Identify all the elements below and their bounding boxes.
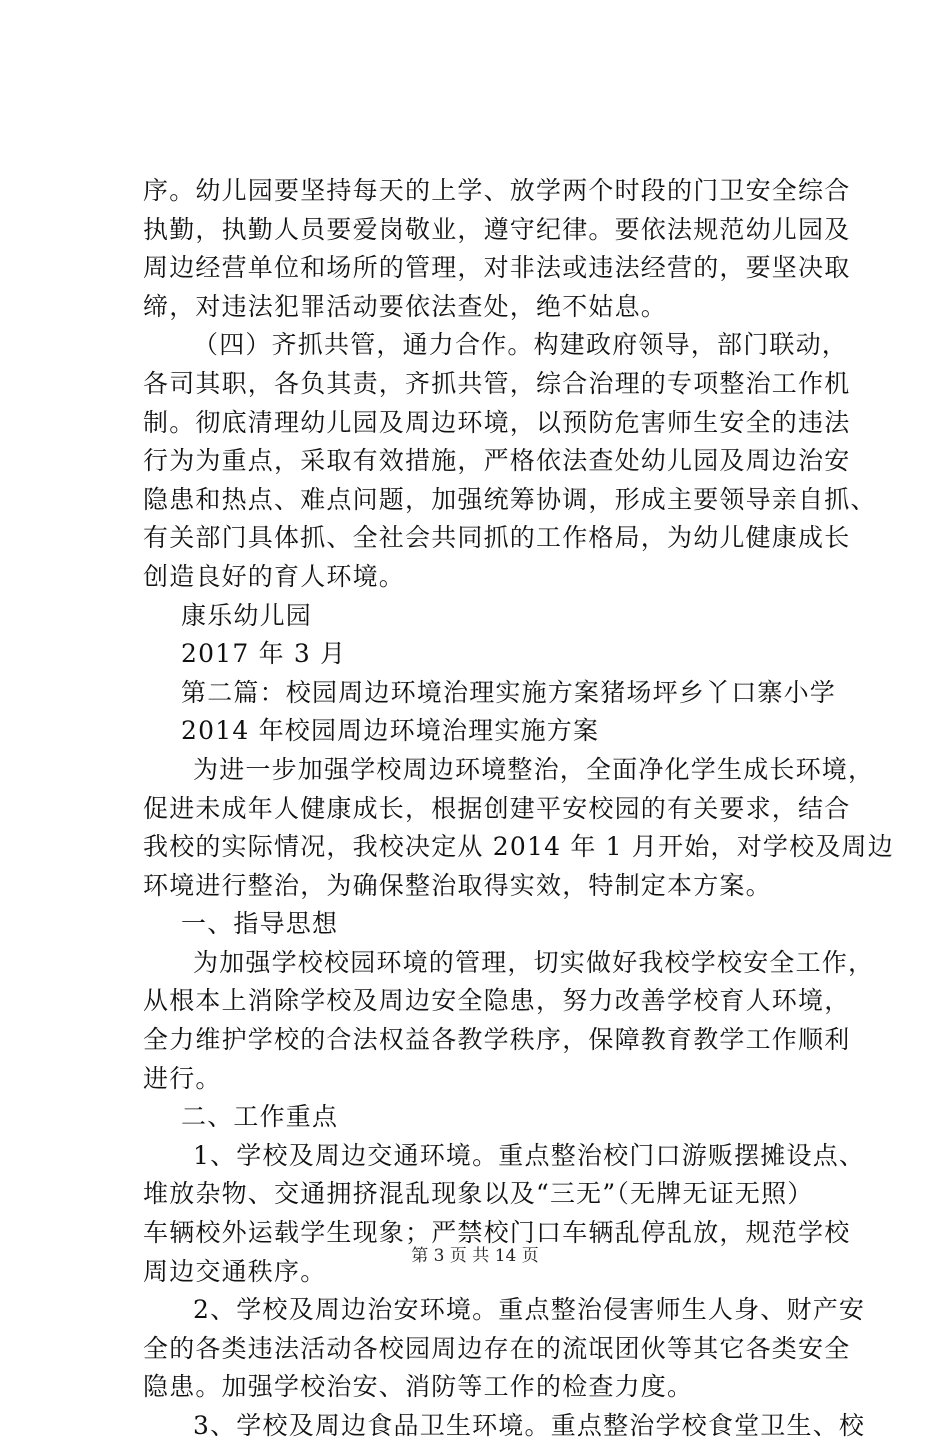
text-line: 缔，对违法犯罪活动要依法查处，绝不姑息。 (143, 291, 668, 321)
text-line: 全力维护学校的合法权益各教学秩序，保障教育教学工作顺利 (143, 1025, 851, 1055)
heading-guiding-thought: 一、指导思想 (181, 909, 339, 939)
text-line: 为进一步加强学校周边环境整治，全面净化学生成长环境， (193, 754, 875, 784)
section-heading: 2014 年校园周边环境治理实施方案 (181, 716, 600, 746)
text-line: 有关部门具体抓、全社会共同抓的工作格局，为幼儿健康成长 (143, 523, 851, 553)
text-line: 周边经营单位和场所的管理，对非法或违法经营的，要坚决取 (143, 253, 851, 283)
text-line: 执勤，执勤人员要爱岗敬业，遵守纪律。要依法规范幼儿园及 (143, 214, 851, 244)
text-line: 隐患和热点、难点问题，加强统筹协调，形成主要领导亲自抓、 (143, 484, 877, 514)
text-line: 全的各类违法活动各校园周边存在的流氓团伙等其它各类安全 (143, 1333, 851, 1363)
signature-org: 康乐幼儿园 (181, 600, 313, 630)
text-line: 环境进行整治，为确保整治取得实效，特制定本方案。 (143, 870, 772, 900)
text-line: 序。幼儿园要坚持每天的上学、放学两个时段的门卫安全综合 (143, 176, 851, 205)
text-line: 进行。 (143, 1063, 222, 1093)
text-line: 车辆校外运载学生现象；严禁校门口车辆乱停乱放，规范学校 (143, 1218, 851, 1248)
text-line: 3、学校及周边食品卫生环境。重点整治学校食堂卫生、校 (193, 1411, 866, 1440)
text-line: 周边交通秩序。 (143, 1256, 327, 1286)
page-footer: 第 3 页 共 14 页 (411, 1246, 539, 1266)
text-line: 1、学校及周边交通环境。重点整治校门口游贩摆摊设点、 (193, 1140, 866, 1170)
signature-date: 2017 年 3 月 (181, 639, 347, 669)
text-line: 堆放杂物、交通拥挤混乱现象以及“三无”（无牌无证无照） (143, 1179, 814, 1209)
text-line: 从根本上消除学校及周边安全隐患，努力改善学校育人环境， (143, 986, 851, 1016)
text-line: 我校的实际情况，我校决定从 2014 年 1 月开始，对学校及周边 (143, 832, 894, 862)
text-line: 制。彻底清理幼儿园及周边环境，以预防危害师生安全的违法 (143, 407, 851, 437)
text-line: （四）齐抓共管，通力合作。构建政府领导，部门联动， (193, 330, 849, 360)
text-line: 创造良好的育人环境。 (143, 561, 406, 591)
text-line: 各司其职，各负其责，齐抓共管，综合治理的专项整治工作机 (143, 368, 851, 398)
heading-work-focus: 二、工作重点 (181, 1102, 339, 1132)
text-line: 促进未成年人健康成长，根据创建平安校园的有关要求，结合 (143, 793, 851, 823)
text-line: 2、学校及周边治安环境。重点整治侵害师生人身、财产安 (193, 1295, 866, 1325)
text-line: 为加强学校校园环境的管理，切实做好我校学校安全工作， (193, 947, 875, 977)
text-line: 行为为重点，采取有效措施，严格依法查处幼儿园及周边治安 (143, 446, 851, 476)
text-line: 隐患。加强学校治安、消防等工作的检查力度。 (143, 1372, 694, 1402)
section-heading: 第二篇：校园周边环境治理实施方案猪场坪乡丫口寨小学 (181, 677, 837, 707)
